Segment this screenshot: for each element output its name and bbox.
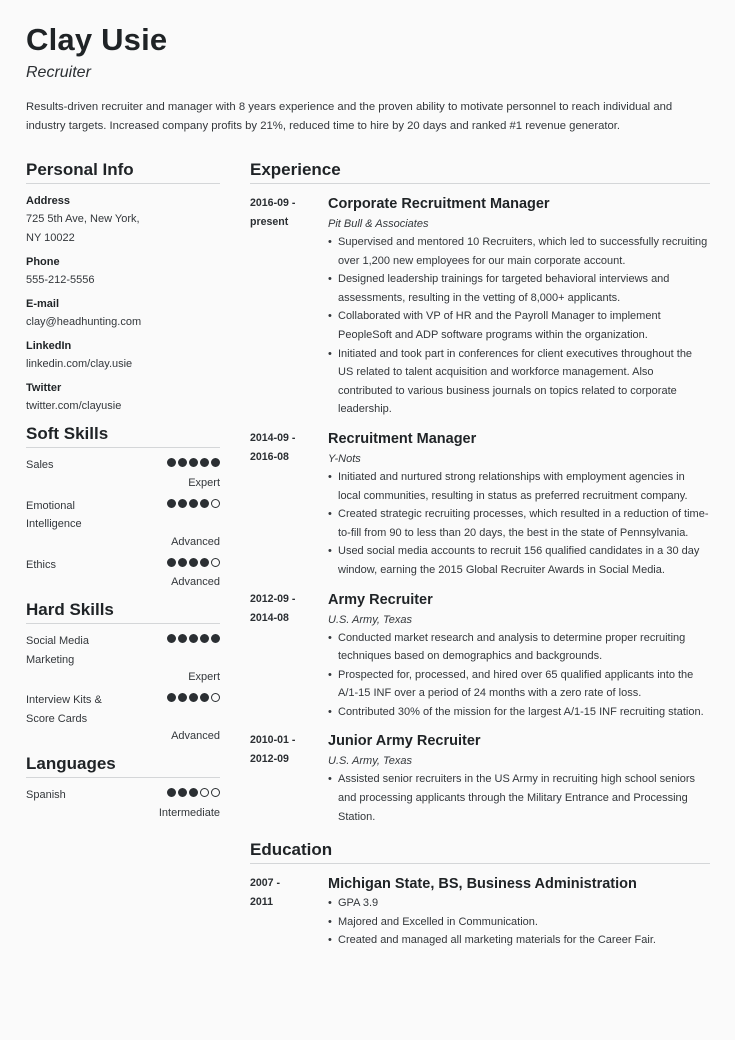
bullet-item: • Designed leadership trainings for targeted behavioral interviews and assessments, resulting in the vetting of 8,000+ applicants. (328, 270, 710, 307)
skill-name: Ethics (26, 558, 56, 571)
skill-row (26, 556, 220, 575)
skill-item (26, 456, 220, 491)
job-title: Junior Army Recruiter (328, 733, 481, 750)
filled-dot-icon (189, 693, 198, 702)
job-body (328, 194, 710, 419)
soft-skills-heading: Soft Skills (26, 424, 220, 448)
job-company: U.S. Army, Texas (328, 755, 412, 768)
info-value: 725 5th Ave, New York, NY 10022 (26, 213, 140, 244)
skill-level: Advanced (171, 535, 220, 548)
job-bullets (328, 629, 710, 722)
filled-dot-icon (178, 458, 187, 467)
summary-paragraph: Results-driven recruiter and manager with 8 years experience and the proven ability to motivate personnel to reach individual and industry targets. Increased company profits by 21%, reduced time to hire by 20 days and ranked #1 revenue generator. (26, 101, 673, 132)
bullet-item: • Used social media accounts to recruit 156 qualified candidates in a 30 day window, earning the 2015 Global Recruiter Awards in Social Media. (328, 542, 710, 579)
filled-dot-icon (167, 693, 176, 702)
experience-heading: Experience (250, 160, 710, 184)
education-entry (250, 874, 710, 950)
info-label: Phone (26, 256, 60, 268)
job-date: 2012-09 - 2014-08 (250, 592, 296, 624)
skill-rating-dots (167, 788, 220, 797)
filled-dot-icon (189, 788, 198, 797)
education-body (328, 874, 710, 950)
job-body (328, 429, 710, 580)
info-item-linkedin (26, 337, 220, 374)
bullet-item: • Majored and Excelled in Communication. (328, 913, 710, 932)
candidate-title: Recruiter (26, 64, 91, 81)
hard-skills-heading: Hard Skills (26, 600, 220, 624)
education-heading: Education (250, 840, 710, 864)
skill-item (26, 556, 220, 591)
job-entry (250, 194, 710, 419)
filled-dot-icon (200, 499, 209, 508)
skill-rating-dots (167, 693, 220, 702)
skill-name: Sales (26, 459, 54, 471)
filled-dot-icon (167, 458, 176, 467)
filled-dot-icon (178, 558, 187, 567)
left-column (26, 160, 220, 827)
skill-item (26, 786, 220, 821)
skill-name: Social Media Marketing (26, 635, 89, 666)
skill-item (26, 497, 220, 550)
filled-dot-icon (167, 634, 176, 643)
filled-dot-icon (167, 788, 176, 797)
filled-dot-icon (189, 458, 198, 467)
job-date: 2014-09 - 2016-08 (250, 431, 296, 463)
filled-dot-icon (189, 499, 198, 508)
job-bullets (328, 770, 710, 826)
info-item-address (26, 192, 220, 248)
job-company: U.S. Army, Texas (328, 613, 412, 626)
filled-dot-icon (211, 634, 220, 643)
filled-dot-icon (200, 693, 209, 702)
bullet-item: • Supervised and mentored 10 Recruiters, which led to successfully recruiting over 1,200 new employees for our main corporate account. (328, 233, 710, 270)
skill-rating-dots (167, 458, 220, 467)
job-body (328, 590, 710, 722)
filled-dot-icon (211, 458, 220, 467)
education-list (250, 874, 710, 950)
filled-dot-icon (200, 558, 209, 567)
job-company: Y-Nots (328, 452, 361, 465)
skill-rating-dots (167, 558, 220, 567)
filled-dot-icon (200, 634, 209, 643)
bullet-item: • Created strategic recruiting processes, which resulted in a reduction of time-to-fill from 90 to less than 20 days, the best in the state of Pennsylvania. (328, 505, 710, 542)
bullet-item: • Prospected for, processed, and hired over 65 qualified applicants into the A/1-15 INF over a period of 24 months with a zero rate of loss. (328, 666, 710, 703)
filled-dot-icon (189, 558, 198, 567)
info-value: clay@headhunting.com (26, 316, 142, 328)
skill-row (26, 786, 220, 805)
skill-item (26, 632, 220, 685)
languages-list (26, 786, 220, 821)
bullet-item: • Conducted market research and analysis to determine proper recruiting techniques based on demographics and backgrounds. (328, 629, 710, 666)
hard-skills-list (26, 632, 220, 744)
skill-level: Intermediate (158, 806, 220, 819)
empty-dot-icon (200, 788, 209, 797)
job-title: Army Recruiter (328, 591, 433, 608)
info-value: 555-212-5556 (26, 274, 95, 286)
job-date: 2016-09 - present (250, 197, 296, 228)
bullet-item: • Initiated and took part in conferences for client executives throughout the US related to talent acquisition and workforce management. Also contributed to various business journals on topics related to corporate leadership. (328, 345, 710, 419)
skill-level: Advanced (171, 576, 220, 588)
soft-skills-list (26, 456, 220, 590)
skill-name: Emotional Intelligence (26, 499, 82, 530)
experience-list (250, 194, 710, 826)
candidate-name: Clay Usie (26, 22, 168, 57)
job-entry (250, 429, 710, 580)
filled-dot-icon (200, 458, 209, 467)
info-label: LinkedIn (26, 340, 72, 352)
bullet-item: • Initiated and nurtured strong relationships with employment agencies in local communities, resulting in status as preferred recruitment company. (328, 468, 710, 505)
bullet-item: • Collaborated with VP of HR and the Payroll Manager to implement PeopleSoft and ADP software programs within the organization. (328, 307, 710, 344)
job-title: Corporate Recruitment Manager (328, 196, 550, 212)
job-entry (250, 731, 710, 826)
skill-rating-dots (167, 634, 220, 643)
skill-name: Spanish (26, 789, 66, 801)
job-body (328, 731, 710, 826)
filled-dot-icon (178, 693, 187, 702)
languages-heading: Languages (26, 754, 220, 778)
filled-dot-icon (189, 634, 198, 643)
personal-info-heading: Personal Info (26, 160, 220, 184)
filled-dot-icon (178, 499, 187, 508)
skill-row (26, 456, 220, 475)
bullet-item: • Created and managed all marketing materials for the Career Fair. (328, 931, 710, 950)
skill-item (26, 691, 220, 744)
job-date: 2010-01 - 2012-09 (250, 734, 296, 766)
info-label: Address (26, 195, 71, 207)
info-item-email (26, 295, 220, 332)
bullet-item: • Contributed 30% of the mission for the largest A/1-15 INF recruiting station. (328, 703, 710, 722)
education-title: Michigan State, BS, Business Administration (328, 876, 637, 893)
skill-row (26, 497, 220, 534)
info-label: Twitter (26, 382, 62, 394)
education-date: 2007 - 2011 (250, 877, 281, 909)
empty-dot-icon (211, 499, 220, 508)
info-label: E-mail (26, 298, 60, 310)
info-item-phone (26, 253, 220, 290)
skill-row (26, 632, 220, 669)
filled-dot-icon (167, 499, 176, 508)
info-item-twitter (26, 379, 220, 416)
empty-dot-icon (211, 558, 220, 567)
job-bullets (328, 468, 710, 580)
skill-level: Advanced (171, 730, 220, 742)
empty-dot-icon (211, 788, 220, 797)
empty-dot-icon (211, 693, 220, 702)
skill-level: Expert (188, 671, 220, 683)
education-bullets (328, 894, 710, 950)
info-value: twitter.com/clayusie (26, 400, 122, 412)
job-title: Recruitment Manager (328, 430, 477, 447)
right-column (250, 160, 710, 950)
job-entry (250, 590, 710, 722)
bullet-item: • Assisted senior recruiters in the US Army in recruiting high school seniors and processing applicants through the Military Entrance and Processing Station. (328, 770, 710, 826)
job-company: Pit Bull & Associates (328, 218, 429, 230)
skill-level: Expert (188, 476, 220, 489)
filled-dot-icon (178, 634, 187, 643)
filled-dot-icon (178, 788, 187, 797)
skill-row (26, 691, 220, 728)
job-bullets (328, 233, 710, 419)
skill-name: Interview Kits & Score Cards (26, 694, 102, 725)
personal-info-list (26, 192, 220, 416)
info-value: linkedin.com/clay.usie (26, 358, 133, 370)
skill-rating-dots (167, 499, 220, 508)
filled-dot-icon (167, 558, 176, 567)
bullet-item: • GPA 3.9 (328, 894, 710, 913)
